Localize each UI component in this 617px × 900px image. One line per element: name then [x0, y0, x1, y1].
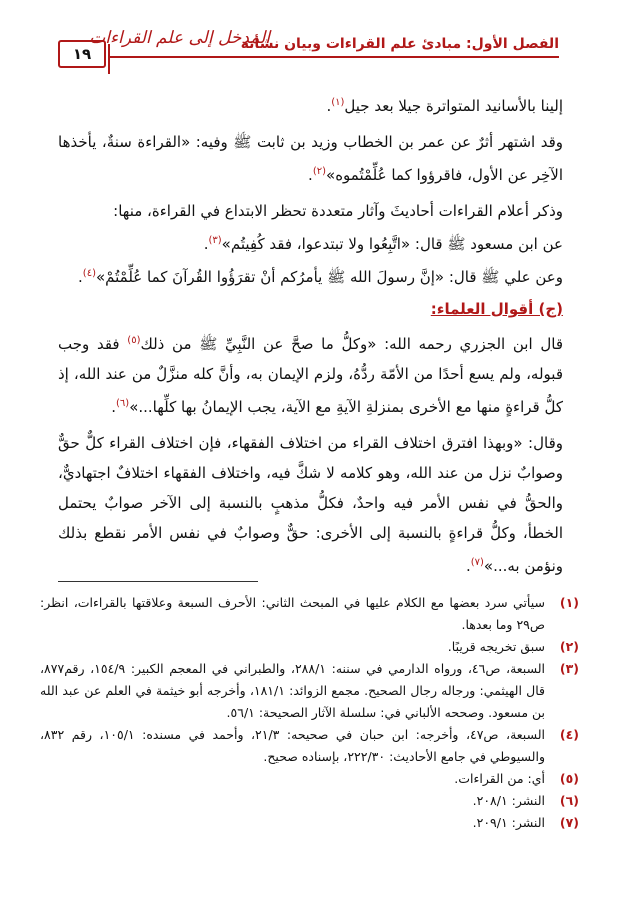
footnote-text: السبعة، ص٤٧، وأخرجه: ابن حبان في صحيحه: ٢١/٣، وأحمد في مسنده: ١٠٥/١، رقم ٨٣٢، والسيوطي في جامع الأحاديث: ٢٢٢/٣٠، بإسناده صحيح.	[40, 727, 546, 764]
footnote-ref: (٢)	[312, 166, 327, 177]
footnotes	[40, 592, 579, 834]
paragraph: وقد اشتهر أثرٌ عن عمر بن الخطاب وزيد بن ثابت ﷺ وفيه: «القراءة سنةٌ، يأخذها الآخِر عن الأول، فاقرؤوا كما عُلِّمْتُموه»$^{(٢)}$.	[58, 133, 563, 184]
footnote	[40, 790, 579, 812]
footnote-text: السبعة، ص٤٦، ورواه الدارمي في سننه: ٢٨٨/١، والطبراني في المعجم الكبير: ١٥٤/٩، رقم٨٧٧، قال الهيثمي: ورجاله رجال الصحيح. مجمع الزوائد: ١٨١/١، وأخرجه أبو خيثمة في العلم عن عبد الله بن مسعود. وصححه الألباني في: سلسلة الآثار الصحيحة: ٥٦/١.	[40, 661, 546, 720]
footnote-ref: (٧)	[470, 557, 484, 568]
footnote-text: النشر: ٢٠٩/١.	[472, 815, 545, 830]
paragraph-text: وقال: «وبهذا افترق اختلاف القراء من اختلاف الفقهاء، فإن اختلاف القراء كلٌّ حقٌّ وصوابٌ نزل من عند الله، وهو كلامه لا شكَّ فيه، واختلاف الفقهاء اختلافٌ اجتهاديٌّ، والحقُّ في نفس الأمر فيه واحدٌ، فكلُّ مذهبٍ بالنسبة إلى الآخر صوابٌ يحتمل الخطأ، وكلُّ قراءةٍ بالنسبة إلى الأخرى: حقٌّ وصوابٌ في نفس الأمر نقطع بذلك ونؤمن به...»	[58, 434, 563, 575]
footnote	[40, 592, 579, 636]
paragraph	[58, 196, 563, 226]
paragraph-text: وذكر أعلام القراءات أحاديثَ وآثار متعددة تحظر الابتداع في القراءة، منها:	[113, 202, 563, 220]
paragraph-text: عن ابن مسعود ﷺ قال: «اتَّبِعُوا ولا تبتدعوا، فقد كُفِيتُم»	[221, 235, 563, 253]
footnote-separator	[58, 581, 258, 582]
footnote	[40, 812, 579, 834]
paragraph-text: إلينا بالأسانيد المتواترة جيلا بعد جيل	[344, 97, 563, 115]
footnote	[40, 658, 579, 724]
header-rule	[108, 56, 559, 58]
footnote-text: سبق تخريجه قريبًا.	[447, 639, 545, 654]
paragraph: وعن علي ﷺ قال: «إنَّ رسولَ الله ﷺ يأمرُكم أنْ تقرَؤُوا القُرآنَ كما عُلِّمْتُمْ»$^{(٤)}$.	[78, 268, 563, 286]
header-divider	[108, 44, 116, 74]
footnote-ref: (٤)	[82, 268, 96, 279]
section-heading: (ج) أقوال العلماء:	[430, 300, 563, 318]
paragraph-text: وعن علي ﷺ قال: «إنَّ رسولَ الله ﷺ يأمرُكم أنْ تقرَؤُوا القُرآنَ كما عُلِّمْتُمْ»	[95, 268, 563, 286]
book-title-calligraphy: المدخل إلى علم القراءات	[89, 28, 270, 48]
paragraph: إلينا بالأسانيد المتواترة جيلا بعد جيل$^{(١)}$.	[326, 97, 563, 115]
main-text	[58, 88, 563, 581]
page-number: ١٩	[58, 40, 106, 68]
paragraph: عن ابن مسعود ﷺ قال: «اتَّبِعُوا ولا تبتدعوا، فقد كُفِيتُم»$^{(٣)}$.	[203, 235, 563, 253]
footnote-number: (٧)	[559, 815, 579, 830]
footnote-ref: (٣)	[208, 235, 222, 246]
footnote-ref: (١)	[331, 97, 345, 108]
paragraph: قال ابن الجزري رحمه الله: «وكلُّ ما صحَّ عن النَّبِيِّ ﷺ من ذلك$^{(٥)}$ فقد وجب قبوله، ولم يسع أحدًا من الأمّة ردُّهُ، ولزم الإيمان به، وأنَّ كله منزَّلٌ من عند الله، إذ كلُّ قراءةٍ منها مع الأخرى بمنزلةِ الآيةِ مع الآية، يجب الإيمانُ بها كلِّها...»$^{(٦)}$.	[58, 335, 563, 416]
footnote-number: (٣)	[559, 661, 579, 676]
chapter-title: الفصل الأول: مبادئ علم القراءات وبيان نشأته	[240, 36, 559, 52]
footnote-text: أي: من القراءات.	[454, 771, 545, 786]
footnote	[40, 768, 579, 790]
paragraph-text: قال ابن الجزري رحمه الله: «وكلُّ ما صحَّ عن النَّبِيِّ ﷺ من ذلك	[140, 335, 563, 353]
footnote-number: (٤)	[559, 727, 579, 742]
footnote	[40, 636, 579, 658]
footnote-number: (١)	[559, 595, 579, 610]
paragraph-text: فقد وجب قبوله، ولم يسع أحدًا من الأمّة ردُّهُ، ولزم الإيمان به، وأنَّ كله منزَّلٌ من عند الله، إذ كلُّ قراءةٍ منها مع الأخرى بمنزلةِ الآيةِ مع الآية، يجب الإيمانُ بها كلِّها...»	[58, 335, 563, 416]
paragraph-text: وقد اشتهر أثرٌ عن عمر بن الخطاب وزيد بن ثابت ﷺ وفيه: «القراءة سنةٌ، يأخذها الآخِر عن الأول، فاقرؤوا كما عُلِّمْتُموه»	[58, 133, 563, 184]
footnote-number: (٢)	[559, 639, 579, 654]
footnote-text: سيأتي سرد بعضها مع الكلام عليها في المبحث الثاني: الأحرف السبعة وعلاقتها بالقراءات، انظر: ص٢٩ وما بعدها.	[40, 595, 545, 632]
footnote-ref: (٥)	[127, 335, 141, 346]
paragraph: وقال: «وبهذا افترق اختلاف القراء من اختلاف الفقهاء، فإن اختلاف القراء كلٌّ حقٌّ وصوابٌ نزل من عند الله، وهو كلامه لا شكَّ فيه، واختلاف الفقهاء اختلافٌ اجتهاديٌّ، والحقُّ في نفس الأمر فيه واحدٌ، فكلُّ مذهبٍ بالنسبة إلى الآخر صوابٌ يحتمل الخطأ، وكلُّ قراءةٍ بالنسبة إلى الأخرى: حقٌّ وصوابٌ في نفس الأمر نقطع بذلك ونؤمن به...»$^{(٧)}$.	[58, 434, 563, 575]
footnote-number: (٥)	[559, 771, 579, 786]
footnote	[40, 724, 579, 768]
footnote-text: النشر: ٢٠٨/١.	[472, 793, 545, 808]
footnote-ref: (٦)	[116, 398, 130, 409]
footnote-number: (٦)	[559, 793, 579, 808]
